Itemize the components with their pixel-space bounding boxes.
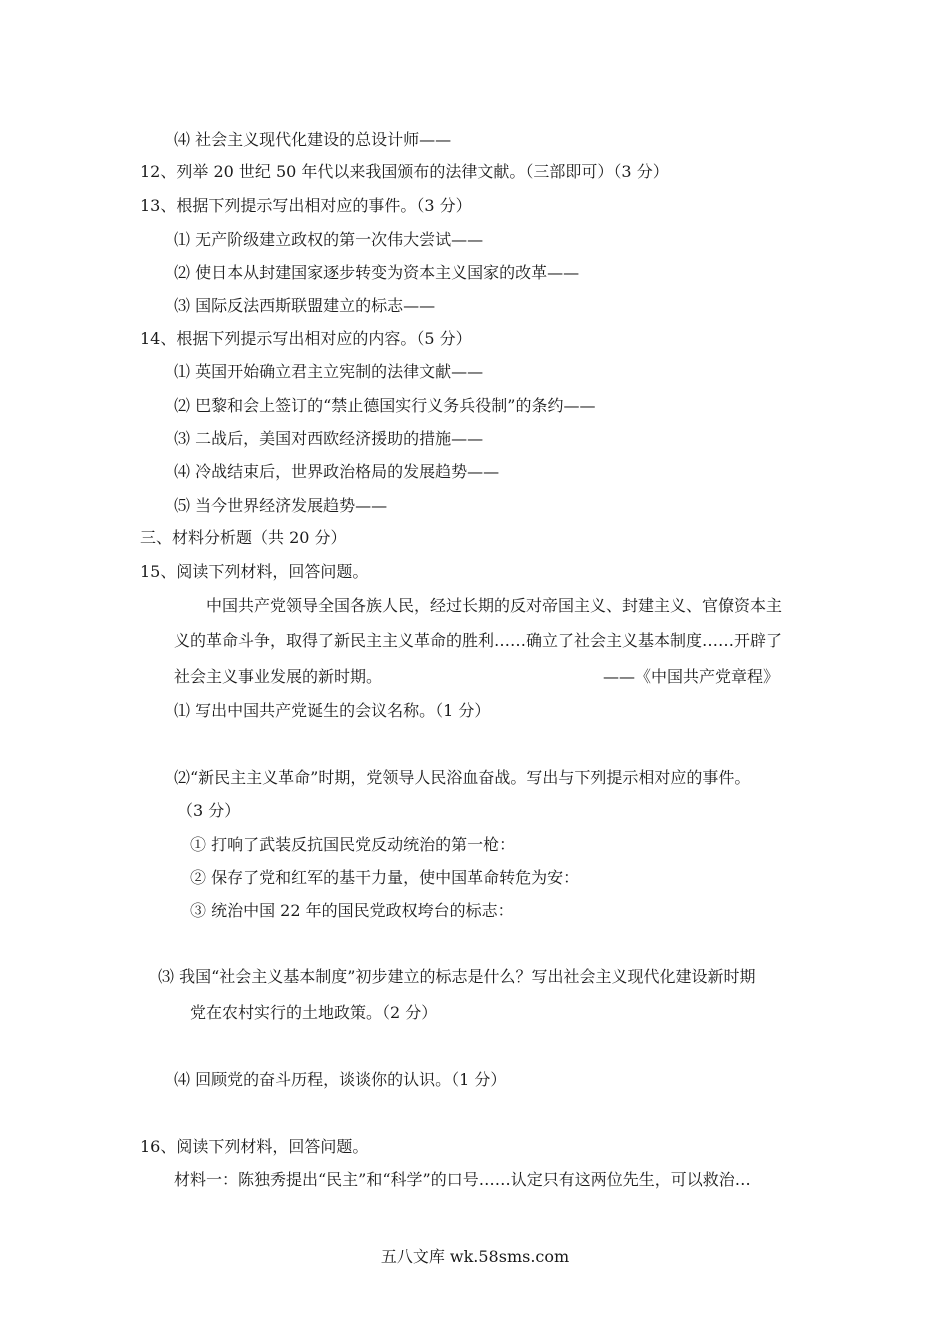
- text-line: ③ 统治中国 22 年的国民党政权垮台的标志：: [190, 901, 514, 920]
- text-line: ⑶ 国际反法西斯联盟建立的标志——: [174, 296, 436, 315]
- text-line: ⑷ 社会主义现代化建设的总设计师——: [174, 130, 452, 149]
- text-line: （3 分）: [177, 801, 241, 820]
- text-line: ⑶ 二战后，美国对西欧经济援助的措施——: [174, 429, 484, 448]
- question-14: 14、根据下列提示写出相对应的内容。（5 分）: [140, 329, 472, 348]
- material-text: 材料一：陈独秀提出“民主”和“科学”的口号……认定只有这两位先生，可以救治…: [174, 1170, 751, 1189]
- material-text: 社会主义事业发展的新时期。: [174, 667, 383, 686]
- text-line: ⑴ 无产阶级建立政权的第一次伟大尝试——: [174, 230, 484, 249]
- question-13: 13、根据下列提示写出相对应的事件。（3 分）: [140, 196, 472, 215]
- text-line: ⑷ 回顾党的奋斗历程，谈谈你的认识。（1 分）: [174, 1070, 507, 1089]
- section-heading: 三、材料分析题（共 20 分）: [140, 528, 347, 547]
- text-line: ② 保存了党和红军的基干力量，使中国革命转危为安：: [190, 868, 580, 887]
- text-line: ⑴ 写出中国共产党诞生的会议名称。（1 分）: [174, 701, 491, 720]
- text-line: ⑵ 使日本从封建国家逐步转变为资本主义国家的改革——: [174, 263, 580, 282]
- question-12: 12、列举 20 世纪 50 年代以来我国颁布的法律文献。（三部即可）（3 分）: [140, 162, 669, 181]
- question-16: 16、阅读下列材料，回答问题。: [140, 1137, 369, 1156]
- material-text: 义的革命斗争，取得了新民主主义革命的胜利……确立了社会主义基本制度……开辟了: [174, 631, 783, 650]
- text-line: 党在农村实行的土地政策。（2 分）: [190, 1003, 438, 1022]
- material-source: ——《中国共产党章程》: [603, 667, 780, 686]
- text-line: ⑶ 我国“社会主义基本制度”初步建立的标志是什么？写出社会主义现代化建设新时期: [158, 967, 756, 986]
- text-line: ⑵“新民主主义革命”时期，党领导人民浴血奋战。写出与下列提示相对应的事件。: [174, 768, 751, 787]
- page-footer: 五八文库 wk.58sms.com: [380, 1247, 570, 1266]
- text-line: ① 打响了武装反抗国民党反动统治的第一枪：: [190, 835, 516, 854]
- text-line: ⑸ 当今世界经济发展趋势——: [174, 496, 388, 515]
- question-15: 15、阅读下列材料，回答问题。: [140, 562, 369, 581]
- material-text: 中国共产党领导全国各族人民，经过长期的反对帝国主义、封建主义、官僚资本主: [206, 596, 783, 615]
- text-line: ⑷ 冷战结束后，世界政治格局的发展趋势——: [174, 462, 500, 481]
- text-line: ⑵ 巴黎和会上签订的“禁止德国实行义务兵役制”的条约——: [174, 396, 596, 415]
- text-line: ⑴ 英国开始确立君主立宪制的法律文献——: [174, 362, 484, 381]
